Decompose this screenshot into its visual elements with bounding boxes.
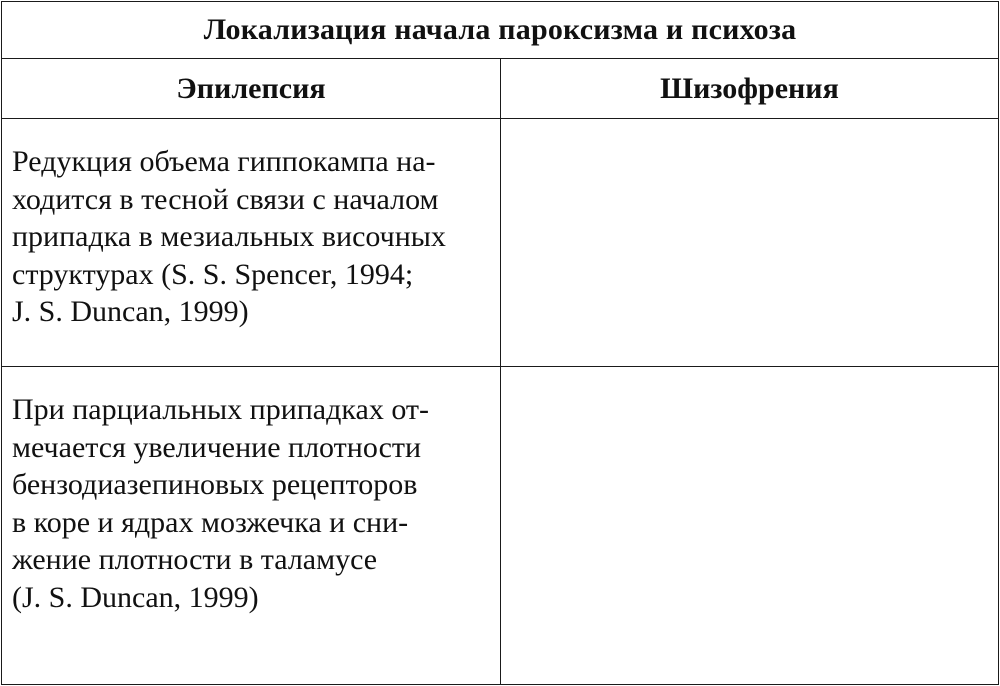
- column-header-epilepsy: Эпилепсия: [2, 59, 501, 119]
- table-cell-epilepsy: [2, 367, 501, 685]
- column-header-schizophrenia: Шизофрения: [501, 59, 999, 119]
- cell-text: Редукция объема гиппокампа на- ходится в тесной связи с началом припадка в мезиальных височных структурах (S. S. Spencer, 1994; J. S. Duncan, 1999): [12, 145, 446, 328]
- comparison-table: [1, 1, 999, 685]
- cell-text: При парциальных припадках от- мечается увеличение плотности бензодиазепиновых рецепторов в коре и ядрах мозжечка и сни- жение плотности в таламусе (J. S. Duncan, 1999): [12, 393, 430, 614]
- table-cell-schizophrenia: [501, 367, 999, 685]
- table-header-row: [2, 59, 999, 119]
- table-cell-schizophrenia: [501, 119, 999, 367]
- table-title: Локализация начала пароксизма и психоза: [2, 2, 999, 59]
- table-cell-epilepsy: [2, 119, 501, 367]
- table-row: [2, 367, 999, 685]
- table-row: [2, 119, 999, 367]
- table-title-row: [2, 2, 999, 59]
- cell-text: [501, 119, 998, 143]
- cell-text: [501, 367, 998, 391]
